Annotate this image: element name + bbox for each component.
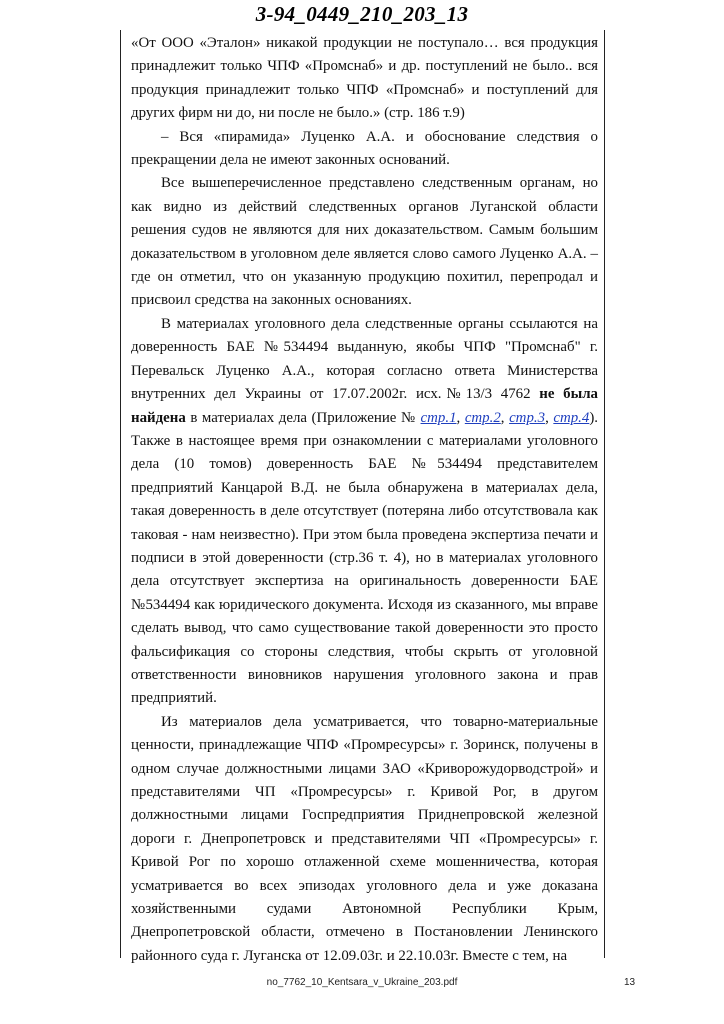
text-span: В материалах уголовного дела следственные органы ссылаются на доверенность БАЕ №534494 выданную, якобы ЧПФ "Промснаб" г. Перевальск Луценко А.А., которая согласно ответа Министерства внутренних дел Украины от 17.07.2002г. исх.№13/3 4762 — [131, 315, 598, 403]
right-margin-rule — [604, 30, 605, 958]
appendix-link-page-3[interactable]: стр.3 — [509, 409, 546, 426]
paragraph-pyramid: – Вся «пирамида» Луценко А.А. и обоснование следствия о прекращении дела не имеют законных оснований. — [131, 128, 598, 169]
appendix-link-page-4[interactable]: стр.4 — [553, 409, 590, 426]
appendix-link-page-2[interactable]: стр.2 — [464, 409, 501, 426]
link-separator: , — [545, 409, 554, 426]
paragraph-investigation: Все вышеперечисленное представлено следственным органам, но как видно из действий следственных органов Луганской области решения судов не являются для них доказательством. Самым большим доказательством в уголовном деле является слово самого Луценко А.А. – где он отметил, что он указанную продукцию похитил, перепродал и присвоил средства на законных основаниях. — [131, 175, 598, 309]
appendix-link-page-1[interactable]: стр.1 — [420, 409, 457, 426]
link-separator: , — [500, 409, 510, 426]
text-span: в материалах дела (Приложение № — [185, 409, 421, 426]
paragraph-quote: «От ООО «Эталон» никакой продукции не поступало… вся продукция принадлежит только ЧПФ «Промснаб» и др. поступлений не было.. вся продукция принадлежит только ЧПФ «Промснаб» и поступлений для других фирм ни до, ни после не было.» (стр. 186 т.9) — [131, 35, 598, 122]
footer-filename: no_7762_10_Kentsara_v_Ukraine_203.pdf — [266, 977, 458, 988]
page-number: 13 — [624, 977, 636, 988]
bold-text: не была найдена — [131, 386, 598, 426]
text-span: ). Также в настоящее время при ознакомлении с материалами уголовного дела (10 томов) доверенность БАЕ №534494 представителем предприятий Канцарой В.Д. не была обнаружена в материалах дела, такая доверенность в деле отсутствует (потеряна либо отсутствовала как таковая - нам неизвестно). При этом была проведена экспертиза печати и подписи в этой доверенности (стр.36 т. 4), но в материалах уголовного дела отсутствует экспертиза на оригинальность доверенности БАЕ №534494 как юридического документа. Исходя из сказанного, мы вправе сделать вывод, что само существование такой доверенности это просто фальсификация со стороны следствия, чтобы скрыть от уголовной ответственности виновников нарушения уголовного закона и прав предприятий. — [131, 409, 599, 707]
link-separator: , — [456, 409, 465, 426]
document-id-header: 3-94_0449_210_203_13 — [255, 2, 469, 26]
left-margin-rule — [120, 30, 121, 958]
paragraph-materials: Из материалов дела усматривается, что товарно-материальные ценности, принадлежащие ЧПФ «Промресурсы» г. Зоринск, получены в одном случае должностными лицами ЗАО «Криворожудорводстрой» и представителями ЧП «Промресурсы» г. Кривой Рог, в другом должностными лицами Госпредприятия Приднепровской железной дороги г. Днепропетровск и представителями ЧП «Промресурсы» г. Кривой Рог по хорошо отлаженной схеме мошенничества, которая усматривается во всех эпизодах уголовного дела и уже доказана хозяйственными судами Автономной Республики Крым, Днепропетровской области, отмечено в Постановлении Ленинского районного суда г. Луганска от 12.09.03г. и 22.10.03г. Вместе с тем, на — [131, 713, 598, 964]
page-body — [131, 32, 598, 968]
paragraph-power-of-attorney — [131, 313, 598, 711]
